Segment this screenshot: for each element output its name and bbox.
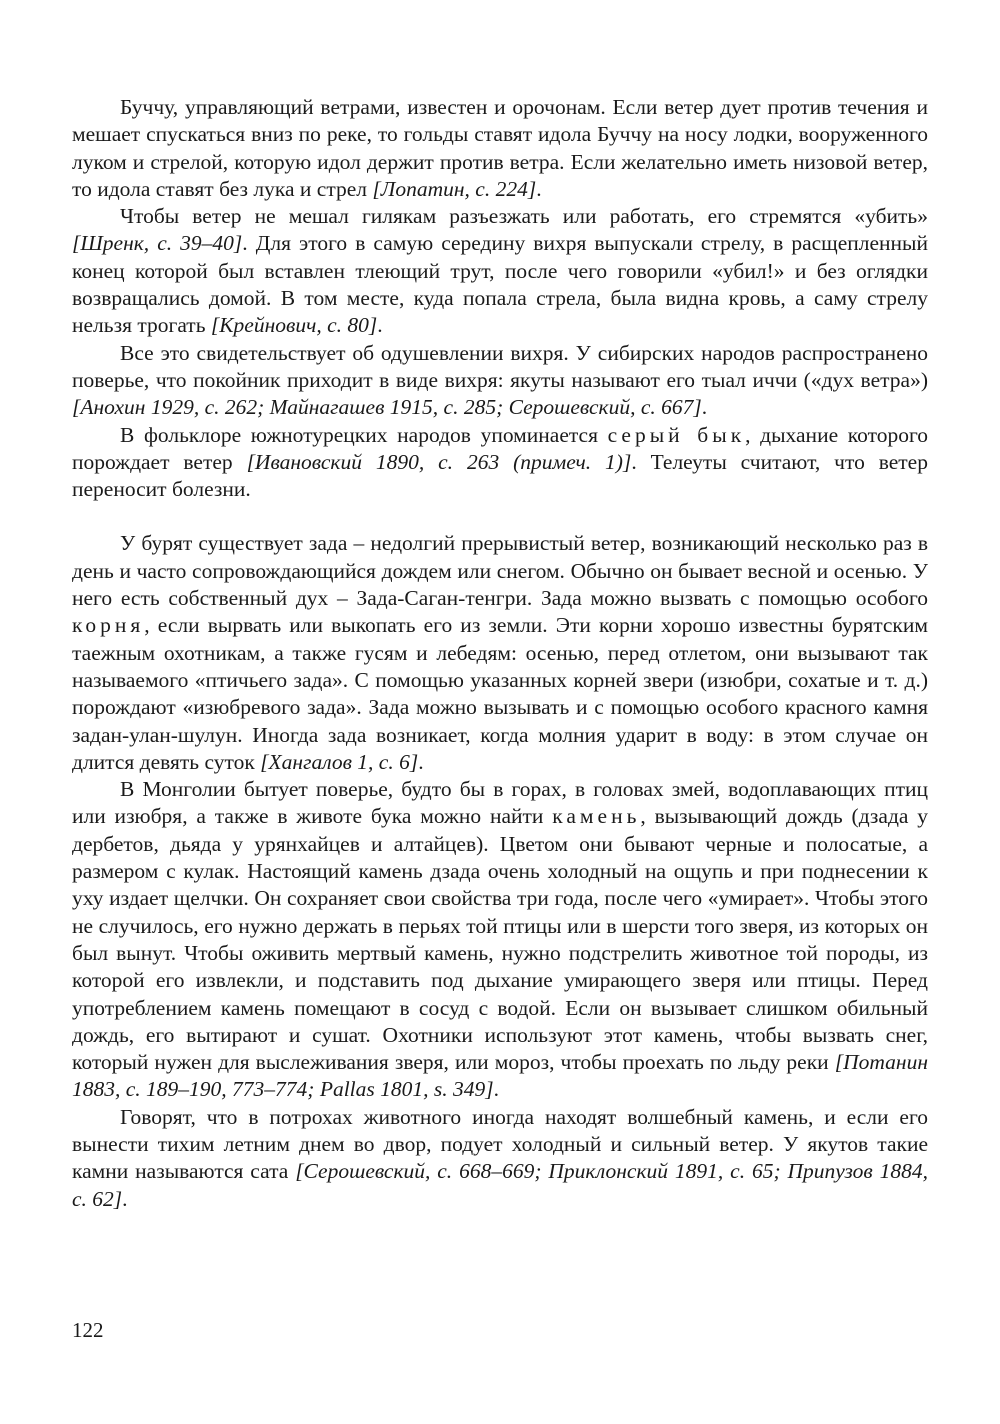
citation: [Серошевский, с. 668–669; Приклонский 1891, с. 65; Припузов 1884, с. 62]	[72, 1159, 928, 1211]
citation: [Шренк, с. 39–40]	[72, 231, 243, 256]
text-run: , если вырвать или выкопать его из земли. Эти корни хорошо известны бурятским таежным охотникам, а также гусям и лебедям: осенью, перед отлетом, они вызывают так называемого «птичьего зада». С помощью указанных корней звери (изюбри, сохатые и т. д.) порождают «изюбревого зада». Зада можно вызывать и с помощью особого красного камня задан-улан-шулун. Иногда зада возникает, когда молния ударит в воду: в этом случае он длится девять суток	[72, 613, 928, 774]
text-run: , вызывающий дождь (дзада у дербетов, дьяда у урянхайцев и алтайцев). Цветом они бывают черные и полосатые, а размером с кулак. Настоящий камень дзада очень холодный на ощупь и при поднесении к уху издает щелчки. Он сохраняет свои свойства три года, после чего «умирает». Чтобы этого не случилось, его нужно держать в перьях той птицы или в шерсти того зверя, из которых он был вынут. Чтобы оживить мертвый камень, нужно подстрелить животное той породы, из которой его извлекли, и подставить под дыхание умирающего зверя или птицы. Перед употреблением камень помещают в сосуд с водой. Если он вызывает слишком обильный дождь, его вытирают и сушат. Охотники используют этот камень, чтобы вызвать снег, который нужен для выслеживания зверя, или мороз, чтобы проехать по льду реки	[72, 804, 928, 1075]
citation: [Лопатин, с. 224]	[372, 176, 537, 201]
citation: [Хангалов 1, с. 6]	[260, 749, 419, 774]
spaced-term: серый бык	[607, 422, 746, 447]
text-run: .	[536, 176, 542, 201]
citation: [Потанин 1883, с. 189–190, 773–774; Pallas 1801, s. 349]	[72, 1050, 928, 1102]
text-run: .	[493, 1077, 500, 1102]
text-run: , дыхание которого порождает ветер	[72, 422, 928, 474]
citation: [Анохин 1929, с. 262; Майнагашев 1915, с. 285; Серошевский, с. 667]	[72, 395, 702, 420]
page-number: 122	[72, 1318, 104, 1342]
paragraph-mongolia	[72, 776, 928, 1104]
spaced-term: корня	[72, 613, 145, 638]
text-run: . Для этого в самую середину вихря выпускали стрелу, в расщепленный конец которой был вставлен тлеющий трут, после чего говорили «убил!» и без оглядки возвращались домой. В том месте, куда попала стрела, была видна кровь, а саму стрелу нельзя трогать	[72, 231, 928, 338]
text-run: .	[377, 313, 383, 338]
citation: [Крейнович, с. 80]	[210, 313, 378, 338]
paragraph-bucchu	[72, 94, 928, 203]
text-run: Чтобы ветер не мешал гилякам разъезжать или работать, его стремятся «убить»	[120, 204, 928, 229]
text-run: . Телеуты считают, что ветер переносит болезни.	[72, 449, 928, 502]
text-run: Все это свидетельствует об одушевлении вихря. У сибирских народов распространено поверье, что покойник приходит в виде вихря: якуты называют его тыал иччи («дух ветра»)	[72, 340, 928, 392]
text-run: В Монголии бытует поверье, будто бы в горах, в головах змей, водоплавающих птиц или изюбря, а также в животе бука можно найти	[72, 777, 928, 829]
text-run: Говорят, что в потрохах животного иногда находят волшебный камень, и если его вынести тихим летним днем во двор, подует холодный и сильный ветер. У якутов такие камни называются сата	[72, 1104, 928, 1184]
paragraph-magic-stone	[72, 1104, 928, 1213]
citation: [Ивановский 1890, с. 263 (примеч. 1)]	[246, 449, 632, 474]
text-run: В фольклоре южнотурецких народов упоминается	[120, 422, 608, 447]
text-run: Буччу, управляющий ветрами, известен и орочонам. Если ветер дует против течения и мешает спускаться вниз по реке, то гольды ставят идола Буччу на носу лодки, вооруженного луком и стрелой, которую идол держит против ветра. Если желательно иметь низовой ветер, то идола ставят без лука и стрел	[72, 95, 928, 201]
text-run: .	[418, 749, 424, 774]
text-run: У бурят существует зада – недолгий прерывистый ветер, возникающий несколько раз в день и часто сопровождающийся дождем или снегом. Обычно он бывает весной и осенью. У него есть собственный дух – Зада-Саган-тенгри. Зада можно вызвать с помощью особого	[72, 531, 928, 611]
paragraph-whirlwind	[72, 340, 928, 422]
body-text	[72, 94, 928, 1213]
spaced-term: камень	[552, 804, 641, 829]
paragraph-grey-bull	[72, 422, 928, 504]
paragraph-gilyaks	[72, 203, 928, 339]
text-run: .	[122, 1186, 128, 1211]
text-run: .	[701, 395, 708, 420]
paragraph-zada	[72, 530, 928, 776]
